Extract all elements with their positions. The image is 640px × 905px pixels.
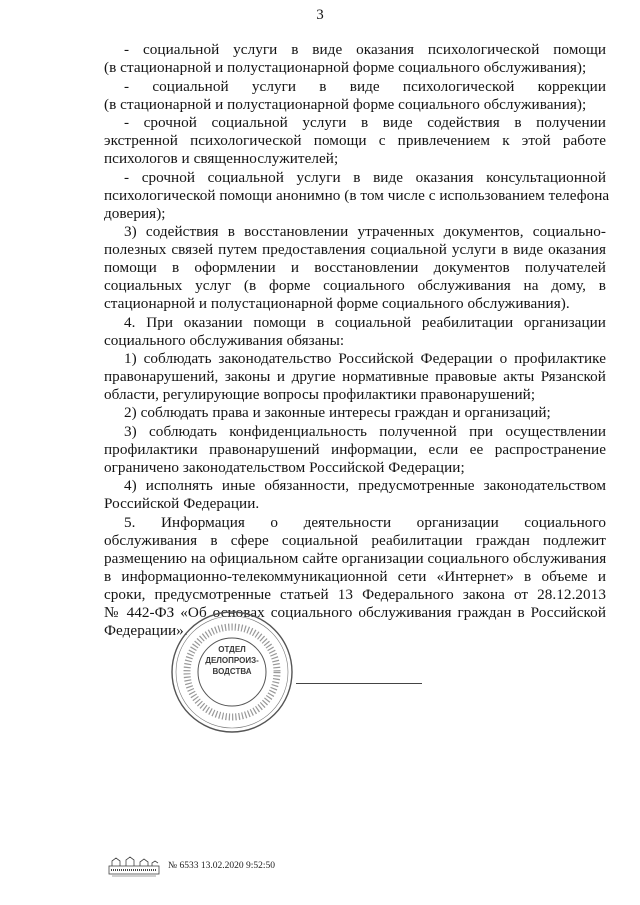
text-line: Федерации».	[104, 622, 188, 639]
text-line: психологов и священнослужителей;	[104, 150, 339, 167]
text-line: социальных услуг (в форме социального обслуживания на дому, в	[104, 277, 606, 294]
text-line: области, регулирующие вопросы профилактики правонарушений;	[104, 386, 536, 403]
text-line: ограничено законодательством Российской Федерации;	[104, 459, 465, 476]
text-line: психологической помощи анонимно (в том числе с использованием телефона	[104, 187, 610, 204]
text-line: - срочной социальной услуги в виде содействия в получении	[124, 114, 606, 131]
text-line: - срочной социальной услуги в виде оказания консультационной	[124, 169, 606, 186]
text-line: экстренной психологической помощи с привлечением к этой работе	[104, 132, 606, 149]
text-line: помощи в оформлении и восстановлении документов получателей	[104, 259, 606, 276]
text-line: 1) соблюдать законодательство Российской Федерации о профилактике	[124, 350, 606, 367]
text-line: стационарной и полустационарной форме социального обслуживания).	[104, 295, 570, 312]
text-line: 4) исполнять иные обязанности, предусмотренные законодательством	[124, 477, 606, 494]
text-line: 2) соблюдать права и законные интересы граждан и организаций;	[124, 404, 551, 421]
text-line: доверия);	[104, 205, 166, 222]
page-number: 3	[316, 7, 324, 23]
registration-number: № 6533 13.02.2020 9:52:50	[168, 861, 275, 871]
stamp-label-line: ВОДСТВА	[212, 667, 252, 676]
text-line: обслуживания в сфере социальной реабилитации граждан подлежит	[104, 532, 606, 549]
text-line: 5. Информация о деятельности организации социального	[124, 514, 606, 531]
text-line: 3) соблюдать конфиденциальность полученной при осуществлении	[124, 423, 606, 440]
stamp-label	[176, 644, 288, 677]
text-line: - социальной услуги в виде психологической коррекции	[124, 78, 606, 95]
text-line: - социальной услуги в виде оказания психологической помощи	[124, 41, 606, 58]
text-line: 3) содействия в восстановлении утраченных документов, социально-	[124, 223, 606, 240]
text-line: социального обслуживания обязаны:	[104, 332, 345, 349]
signature-line	[296, 683, 422, 684]
text-line: профилактики правонарушений информации, если ее распространение	[104, 441, 606, 458]
registration-logo	[108, 855, 160, 877]
text-line: 4. При оказании помощи в социальной реабилитации организации	[124, 314, 606, 331]
text-line: полезных связей путем предоставления социальной услуги в виде оказания	[104, 241, 606, 258]
text-line: Российской Федерации.	[104, 495, 260, 512]
text-line: размещению на официальном сайте организации социального обслуживания	[104, 550, 607, 567]
text-line: (в стационарной и полустационарной форме социального обслуживания);	[104, 59, 587, 76]
text-line: № 442-ФЗ «Об основах социального обслуживания граждан в Российской	[104, 604, 606, 621]
text-line: правонарушений, законы и другие нормативные правовые акты Рязанской	[104, 368, 606, 385]
stamp-label-line: ДЕЛОПРОИЗ-	[205, 656, 259, 665]
text-line: в информационно-телекоммуникационной сети «Интернет» в объеме и	[104, 568, 606, 585]
stamp-label-line: ОТДЕЛ	[218, 645, 246, 654]
text-line: (в стационарной и полустационарной форме социального обслуживания);	[104, 96, 587, 113]
text-line: сроки, предусмотренные статьей 13 Федерального закона от 28.12.2013	[104, 586, 606, 603]
